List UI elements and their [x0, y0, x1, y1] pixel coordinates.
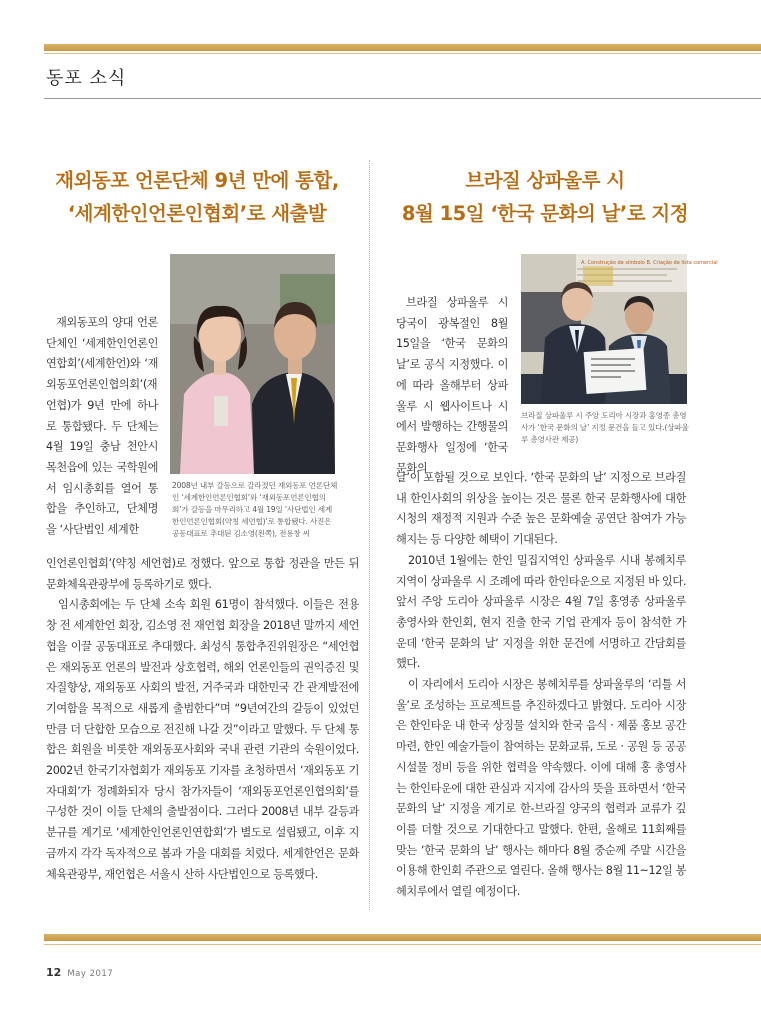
left-article-photo	[170, 254, 335, 474]
column-divider	[369, 160, 370, 910]
bottom-gold-rule	[44, 934, 761, 941]
right-headline-line1: 브라질 상파울루 시	[465, 169, 625, 192]
right-paragraph-3: 이 자리에서 도리아 시장은 봉헤치루를 상파울루의 ‘리틀 서울’로 조성하는 프로젝트를 추진하겠다고 밝혔다. 도리아 시장은 한인타운 내 한국 상징물 설치와 한국 음식 · 제품 홍보 공간 마련, 한인 예술가들이 참여하는 문화교류, 도로 · 공원 등 공공시설물 정비 등을 위한 협력을 약속했다. 이에 대해 홍 총영사는 한인타운에 대한 관심과 지지에 감사의 뜻을 표하면서 ‘한국 문화의 날’ 지정을 계기로 한-브라질 양국의 협력과 교류가 깊이를 더할 것으로 기대한다고 말했다. 한편, 올해로 11회째를 맞는 ‘한국 문화의 날’ 행사는 해마다 8월 중순께 주말 시간을 이용해 한인회 주관으로 열린다. 올해 행사는 8월 11~12일 봉헤치루에서 열릴 예정이다.	[396, 678, 686, 899]
right-article-body	[396, 468, 686, 903]
section-underline	[44, 98, 761, 99]
left-headline	[36, 164, 358, 230]
right-intro-continuation: 날’이 포함될 것으로 보인다. ‘한국 문화의 날’ 지정으로 브라질 내 한인사회의 위상을 높이는 것은 물론 한국 문화행사에 대한 시청의 재정적 지원과 수준 높은 문화예술 공연단 참여가 가능해지는 등 다양한 혜택이 기대된다.	[396, 471, 686, 547]
right-photo-caption: 브라질 상파울루 시 주앙 도리아 시장과 홍영종 총영사가 ‘한국 문화의 날’ 지정 문건을 들고 있다.(상파울루 총영사관 제공)	[521, 411, 689, 444]
issue-date: May 2017	[67, 969, 114, 979]
left-article-intro	[46, 313, 158, 541]
left-paragraph-2: 임시총회에는 두 단체 소속 회원 61명이 참석했다. 이들은 전용창 전 세계한언 회장, 김소영 전 재언협 회장을 2018년 말까지 세언협을 이끌 공동대표로 추대했다. 최성식 통합추진위원장은 “세언협은 재외동포 언론의 발전과 상호협력, 해외 언론인들의 권익증진 및 자질향상, 재외동포 사회의 발전, 거주국과 대한민국 간 관계발전에 기여함을 목적으로 새롭게 출범한다”며 “9년여간의 갈등이 있었던 만큼 더 단합한 모습으로 전진해 나갈 것”이라고 말했다. 두 단체 통합은 회원을 비롯한 재외동포사회와 국내 관련 기관의 숙원이었다. 2002년 한국기자협회가 재외동포 기자를 초청하면서 ‘재외동포 기자대회’가 정례화되자 당시 참가자들이 ‘재외동포언론인협의회’를 구성한 것이 이들 단체의 출발점이다. 그러다 2008년 내부 갈등과 분규를 계기로 ‘세계한인언론인연합회’가 별도로 설립됐고, 이후 지금까지 각각 독자적으로 봄과 가을 대회를 치렀다. 세계한언은 문화체육관광부, 재언협은 서울시 산하 사단법인으로 등록했다.	[46, 598, 359, 881]
top-thin-rule	[44, 53, 761, 54]
left-intro-continuation: 인언론인협회’(약칭 세언협)로 정했다. 앞으로 통합 정관을 만든 뒤 문화체육관광부에 등록하기로 했다.	[46, 557, 359, 591]
photo-mayor-consul-illustration	[521, 254, 718, 404]
left-intro-paragraph: 재외동포의 양대 언론단체인 ‘세계한인언론인연합회’(세계한언)와 ‘재외동포언론인협의회’(재언협)가 9년 만에 하나로 통합됐다. 두 단체는 4월 19일 충남 천안시 목천읍에 있는 국학원에서 임시총회를 열어 통합을 추인하고, 단체명을 ‘사단법인 세계한	[46, 316, 158, 537]
left-headline-line2: ‘세계한인언론인협회’로 새출발	[67, 202, 327, 225]
left-photo-caption: 2008년 내부 갈등으로 갈라졌던 재외동포 언론단체인 ‘세계한인언론인협회’와 ‘재외동포언론인협의회’가 갈등을 마무리하고 4월 19일 ‘사단법인 세계한인언론인협회(약칭 세언협)’로 통합됐다. 사진은 공동대표로 추대된 김소영(왼쪽), 전용창 씨	[172, 481, 338, 538]
right-paragraph-2: 2010년 1월에는 한인 밀집지역인 상파울루 시내 봉헤치루 지역이 상파울루 시 조례에 따라 한인타운으로 지정된 바 있다. 앞서 주앙 도리아 상파울루 시장은 4월 7일 홍영종 상파울루 총영사와 한인회, 현지 진출 한국 기업 관계자 등이 참석한 가운데 ‘한국 문화의 날’ 지정을 위한 문건에 서명하고 간담회를 했다.	[396, 553, 686, 671]
right-article-photo	[521, 254, 718, 404]
top-gold-rule	[44, 44, 761, 51]
right-headline	[380, 164, 710, 230]
left-headline-line1: 재외동포 언론단체 9년 만에 통합,	[55, 169, 339, 192]
bottom-thin-rule	[44, 944, 761, 945]
right-article-intro	[396, 293, 508, 479]
page-footer	[46, 966, 113, 979]
left-article-body	[46, 554, 359, 885]
section-title: 동포 소식	[46, 68, 127, 89]
page-number: 12	[46, 966, 62, 979]
right-headline-line2: 8월 15일 ‘한국 문화의 날’로 지정	[401, 202, 689, 225]
photo-two-people-illustration	[170, 254, 335, 474]
photo-sign-text: A. Construção de símbolo B. Criação de lista comercial	[581, 260, 718, 266]
right-intro-paragraph: 브라질 상파울루 시 당국이 광복절인 8월 15일을 ‘한국 문화의 날’로 공식 지정했다. 이에 따라 올해부터 상파울루 시 웹사이트나 시에서 발행하는 간행물의 문화행사 일정에 ‘한국 문화의	[396, 296, 508, 475]
